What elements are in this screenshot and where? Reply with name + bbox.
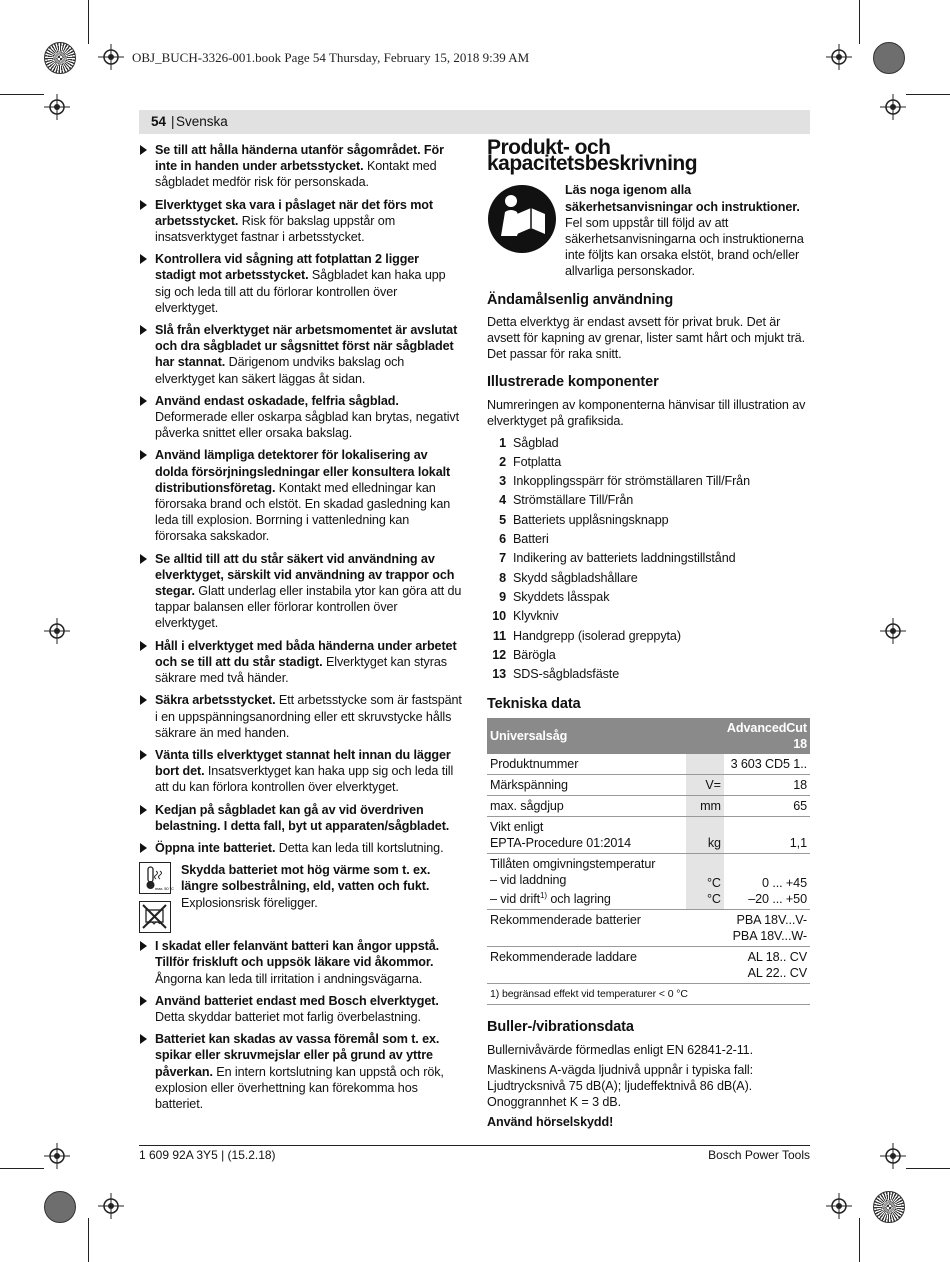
list-item bbox=[487, 665, 810, 684]
footnote-ref: 1) bbox=[540, 891, 547, 901]
value-line: PBA 18V...W- bbox=[732, 929, 807, 944]
component-number: 3 bbox=[499, 474, 506, 489]
safety-bullets-a bbox=[139, 142, 462, 856]
component-label: Klyvkniv bbox=[513, 609, 559, 624]
section-title: Produkt- och kapacitetsbeskrivning bbox=[487, 136, 698, 176]
safety-bullets-b bbox=[139, 938, 462, 1112]
bullet-bold: Använd batteriet endast med Bosch elverktyget. bbox=[155, 993, 439, 1008]
language-label: Svenska bbox=[176, 114, 228, 129]
component-number: 1 bbox=[499, 435, 506, 450]
arrow-bullet-icon bbox=[140, 554, 147, 564]
bullet-text: Kontakt med sågbladet medför risk för personskada. bbox=[155, 159, 437, 190]
safety-bullet bbox=[139, 551, 462, 632]
safety-bullet bbox=[139, 802, 462, 834]
footer-rule bbox=[139, 1145, 810, 1146]
bullet-text: Risk för bakslag uppstår om insatsverktyget fastnar i arbetsstycket. bbox=[155, 213, 396, 245]
list-item bbox=[487, 549, 810, 568]
page-header bbox=[139, 110, 810, 134]
row-label: Rekommenderade laddare bbox=[487, 947, 686, 984]
registration-dot bbox=[44, 1191, 76, 1223]
unit-line: °C bbox=[706, 892, 721, 907]
registration-crosshair bbox=[98, 1193, 124, 1219]
row-label-line bbox=[490, 888, 683, 907]
registration-crosshair bbox=[826, 44, 852, 70]
component-label: SDS-sågbladsfäste bbox=[513, 667, 620, 682]
arrow-bullet-icon bbox=[140, 1034, 147, 1044]
row-unit bbox=[686, 947, 724, 984]
component-label: Indikering av batteriets laddningstillstånd bbox=[513, 551, 736, 566]
component-label: Batteri bbox=[513, 532, 549, 547]
battery-warning-text: Explosionsrisk föreligger. bbox=[181, 895, 318, 910]
bullet-text: Glatt underlag eller instabila ytor kan göra att du tappar balansen eller förlorar kontrollen över elverktyget. bbox=[155, 584, 462, 631]
crop-mark bbox=[906, 94, 950, 95]
arrow-bullet-icon bbox=[140, 254, 147, 264]
battery-warning-bold: Skydda batteriet mot hög värme som t. ex. längre solbestrålning, eld, vatten och fukt. bbox=[181, 863, 431, 894]
safety-bullet bbox=[139, 638, 462, 687]
row-label: Produktnummer bbox=[487, 754, 686, 775]
arrow-bullet-icon bbox=[140, 996, 147, 1006]
table-header-row bbox=[487, 718, 810, 754]
crop-mark bbox=[906, 1168, 950, 1169]
arrow-bullet-icon bbox=[140, 325, 147, 335]
battery-warning bbox=[139, 862, 462, 936]
safety-bullet bbox=[139, 322, 462, 387]
component-label: Sågblad bbox=[513, 435, 559, 450]
table-header-left: Universalsåg bbox=[487, 718, 724, 754]
max-temp-label: max. 50 °C bbox=[155, 886, 174, 892]
bullet-bold: Elverktyget ska vara i påslaget när det förs mot arbetsstycket. bbox=[155, 197, 433, 228]
component-number: 13 bbox=[492, 667, 506, 682]
component-number: 6 bbox=[499, 532, 506, 547]
bullet-bold: Batteriet kan skadas av vassa föremål som t. ex. spikar eller skruvmejslar eller på grund av yttre påverkan. bbox=[155, 1032, 440, 1079]
row-label-line: – vid laddning bbox=[490, 873, 567, 888]
tech-data-heading: Tekniska data bbox=[487, 695, 581, 712]
temp-op-label: – vid drift bbox=[490, 892, 540, 907]
bullet-text: Sågbladet kan haka upp sig och leda till att du förlorar kontrollen över elverktyget. bbox=[155, 268, 446, 315]
registration-crosshair bbox=[880, 1143, 906, 1169]
read-manual-notice bbox=[487, 182, 810, 279]
row-value: 3 603 CD5 1.. bbox=[724, 754, 810, 775]
row-unit bbox=[686, 854, 724, 910]
list-item bbox=[487, 433, 810, 452]
row-label bbox=[487, 854, 686, 910]
arrow-bullet-icon bbox=[140, 145, 147, 155]
safety-bullet bbox=[139, 840, 462, 856]
table-row bbox=[487, 910, 810, 947]
list-item bbox=[487, 626, 810, 645]
component-number: 8 bbox=[499, 570, 506, 585]
noise-text-1: Bullernivåvärde förmedlas enligt EN 62841-2-11. bbox=[487, 1042, 753, 1057]
bullet-bold: Säkra arbetsstycket. bbox=[155, 693, 276, 708]
arrow-bullet-icon bbox=[140, 396, 147, 406]
bullet-bold: I skadat eller felanvänt batteri kan ångor uppstå. Tillför friskluft och uppsök läkare vid åkommor. bbox=[155, 939, 440, 970]
arrow-bullet-icon bbox=[140, 805, 147, 815]
bullet-text: Ett arbetsstycke som är fastspänt i en uppspänningsanordning eller ett skruvstycke hålls säkrare än med handen. bbox=[155, 693, 462, 740]
header-separator: | bbox=[171, 114, 175, 129]
print-info-line: OBJ_BUCH-3326-001.book Page 54 Thursday, February 15, 2018 9:39 AM bbox=[132, 50, 530, 65]
component-number: 7 bbox=[499, 551, 506, 566]
registration-crosshair bbox=[44, 1143, 70, 1169]
component-number: 5 bbox=[499, 512, 506, 527]
safety-bullet bbox=[139, 393, 462, 442]
table-footnote: 1) begränsad effekt vid temperaturer < 0 °C bbox=[487, 984, 810, 1005]
bullet-text: Deformerade eller oskarpa sågblad kan brytas, negativt påverka snittet eller orsaka bakslag. bbox=[155, 410, 460, 441]
bullet-bold: Använd lämpliga detektorer för lokalisering av dolda försörjningsledningar eller konsultera lokalt distributionsföretag. bbox=[155, 448, 451, 495]
component-number: 2 bbox=[499, 454, 506, 469]
registration-dot bbox=[873, 42, 905, 74]
footer-doc-number: 1 609 92A 3Y5 | (15.2.18) bbox=[139, 1148, 276, 1162]
row-label: Märkspänning bbox=[487, 775, 686, 796]
row-label-line: Tillåten omgivningstemperatur bbox=[490, 857, 656, 872]
hearing-protection-note: Använd hörselskydd! bbox=[487, 1115, 614, 1130]
footer-brand: Bosch Power Tools bbox=[708, 1148, 810, 1162]
safety-bullet bbox=[139, 993, 462, 1025]
row-label-line: EPTA-Procedure 01:2014 bbox=[490, 836, 632, 851]
arrow-bullet-icon bbox=[140, 843, 147, 853]
safety-bullet bbox=[139, 938, 462, 987]
row-value bbox=[724, 854, 810, 910]
component-label: Handgrepp (isolerad greppyta) bbox=[513, 628, 681, 643]
row-value bbox=[724, 947, 810, 984]
bullet-bold: Håll i elverktyget med båda händerna under arbetet och se till att du står stadigt. bbox=[155, 638, 457, 669]
bullet-bold: Se alltid till att du står säkert vid användning av elverktyget, särskilt vid användning av trappor och stegar. bbox=[155, 551, 455, 599]
component-number: 12 bbox=[492, 647, 506, 662]
bullet-bold: Kedjan på sågbladet kan gå av vid överdriven belastning. I detta fall, byt ut apparaten/sågbladet. bbox=[155, 802, 450, 833]
safety-bullet bbox=[139, 197, 462, 246]
row-value: 1,1 bbox=[724, 817, 810, 854]
list-item bbox=[487, 491, 810, 510]
read-manual-icon bbox=[487, 184, 557, 254]
crop-mark bbox=[0, 1168, 44, 1169]
bullet-text: Detta kan leda till kortslutning. bbox=[275, 840, 444, 855]
arrow-bullet-icon bbox=[140, 641, 147, 651]
noise-heading: Buller-/vibrationsdata bbox=[487, 1019, 634, 1036]
component-label: Bärögla bbox=[513, 647, 556, 662]
list-item bbox=[487, 472, 810, 491]
safety-bullet bbox=[139, 251, 462, 316]
list-item bbox=[487, 568, 810, 587]
registration-crosshair bbox=[98, 44, 124, 70]
value-line: PBA 18V...V- bbox=[736, 913, 807, 928]
bullet-text: Kontakt med elledningar kan förorsaka brand och elstöt. En skadad gasledning kan leda till explosion. Borrning i vattenledning kan förorsaka sakskador. bbox=[155, 480, 451, 544]
list-item bbox=[487, 452, 810, 471]
left-column bbox=[139, 142, 462, 1118]
value-line: AL 22.. CV bbox=[747, 966, 807, 981]
row-unit bbox=[686, 754, 724, 775]
table-row bbox=[487, 947, 810, 984]
no-water-fire-icon bbox=[139, 901, 171, 933]
bullet-text: Detta skyddar batteriet mot farlig överbelastning. bbox=[155, 1009, 421, 1024]
component-label: Strömställare Till/Från bbox=[513, 493, 634, 508]
bullet-text: Därigenom undviks bakslag och elverktyget kan säkert läggas åt sidan. bbox=[155, 355, 405, 386]
components-intro: Numreringen av komponenterna hänvisar till illustration av elverktyget på grafiksida. bbox=[487, 397, 806, 428]
list-item bbox=[487, 607, 810, 626]
row-unit: V= bbox=[686, 775, 724, 796]
registration-rosette bbox=[873, 1191, 905, 1223]
value-line: 0 ... +45 bbox=[762, 876, 807, 891]
registration-crosshair bbox=[826, 1193, 852, 1219]
crop-mark bbox=[88, 1218, 89, 1262]
row-unit: mm bbox=[686, 796, 724, 817]
right-column bbox=[487, 136, 810, 1135]
bullet-text: Elverktyget kan styras säkrare med två händer. bbox=[155, 654, 447, 686]
arrow-bullet-icon bbox=[140, 200, 147, 210]
table-row bbox=[487, 775, 810, 796]
component-label: Skyddets låsspak bbox=[513, 589, 610, 604]
table-footnote-row bbox=[487, 984, 810, 1005]
bullet-bold: Öppna inte batteriet. bbox=[155, 840, 276, 855]
list-item bbox=[487, 530, 810, 549]
safety-bullet bbox=[139, 447, 462, 544]
crop-mark bbox=[88, 0, 89, 44]
intended-use-text: Detta elverktyg är endast avsett för privat bruk. Det är avsett för kapning av grenar, lister samt hårt och mjukt trä. Det passar för raka snitt. bbox=[487, 314, 805, 362]
bullet-text: En intern kortslutning kan uppstå och rök, explosion eller överhettning kan förekomma hos batteriet. bbox=[155, 1064, 444, 1111]
manual-notice-bold: Läs noga igenom alla säkerhetsanvisningar och instruktioner. bbox=[565, 183, 800, 214]
value-line: AL 18.. CV bbox=[747, 950, 807, 965]
safety-bullet bbox=[139, 692, 462, 741]
row-label: max. sågdjup bbox=[487, 796, 686, 817]
bullet-bold: Kontrollera vid sågning att fotplattan 2 ligger stadigt mot arbetsstycket. bbox=[155, 252, 419, 283]
component-label: Inkopplingsspärr för strömställaren Till/Från bbox=[513, 474, 750, 489]
list-item bbox=[487, 510, 810, 529]
list-item bbox=[487, 645, 810, 664]
safety-bullet bbox=[139, 1031, 462, 1112]
crop-mark bbox=[0, 94, 44, 95]
registration-crosshair bbox=[44, 618, 70, 644]
row-label-line: Vikt enligt bbox=[490, 820, 544, 835]
safety-bullet bbox=[139, 747, 462, 796]
table-row bbox=[487, 796, 810, 817]
unit-line: °C bbox=[706, 876, 721, 891]
list-item bbox=[487, 587, 810, 606]
crop-mark bbox=[859, 0, 860, 44]
component-number: 9 bbox=[499, 589, 506, 604]
registration-crosshair bbox=[880, 94, 906, 120]
row-value: 18 bbox=[724, 775, 810, 796]
safety-bullet bbox=[139, 142, 462, 191]
bullet-bold: Vänta tills elverktyget stannat helt innan du lägger bort det. bbox=[155, 747, 451, 779]
arrow-bullet-icon bbox=[140, 695, 147, 705]
arrow-bullet-icon bbox=[140, 750, 147, 760]
bullet-text: Ångorna kan leda till irritation i andningsvägarna. bbox=[155, 971, 423, 986]
component-number: 10 bbox=[492, 609, 506, 624]
registration-rosette bbox=[44, 42, 76, 74]
bullet-bold: Använd endast oskadade, felfria sågblad. bbox=[155, 393, 399, 408]
bullet-bold: Se till att hålla händerna utanför sågområdet. För inte in handen under arbetsstycket. bbox=[155, 143, 444, 174]
row-value: 65 bbox=[724, 796, 810, 817]
row-unit bbox=[686, 910, 724, 947]
components-heading: Illustrerade komponenter bbox=[487, 374, 659, 391]
registration-crosshair bbox=[880, 618, 906, 644]
noise-text-2: Maskinens A-vägda ljudnivå uppnår i typiska fall: Ljudtrycksnivå 75 dB(A); ljudeffektnivå 86 dB(A). Onoggrannhet K = 3 dB. bbox=[487, 1062, 754, 1110]
bullet-text: Insatsverktyget kan haka upp sig och leda till att du kan förlora kontrollen över elverktyget. bbox=[155, 764, 454, 795]
page-number: 54 bbox=[151, 114, 167, 129]
component-number: 11 bbox=[492, 628, 506, 643]
table-row bbox=[487, 754, 810, 775]
value-line: –20 ... +50 bbox=[748, 892, 807, 907]
manual-notice-text: Fel som uppstår till följd av att säkerhetsanvisningarna och instruktionerna inte följts kan orsaka elstöt, brand och/eller allvarliga personskador. bbox=[565, 215, 804, 279]
component-label: Skydd sågbladshållare bbox=[513, 570, 638, 585]
components-list bbox=[487, 433, 810, 684]
table-row bbox=[487, 854, 810, 910]
table-header-right: AdvancedCut 18 bbox=[724, 718, 810, 754]
arrow-bullet-icon bbox=[140, 941, 147, 951]
tech-data-table bbox=[487, 718, 810, 1005]
component-label: Batteriets upplåsningsknapp bbox=[513, 512, 669, 527]
intended-use-heading: Ändamålsenlig användning bbox=[487, 291, 674, 308]
row-unit: kg bbox=[686, 817, 724, 854]
noise-bold bbox=[487, 1114, 810, 1130]
row-value bbox=[724, 910, 810, 947]
temp-op-label-2: och lagring bbox=[546, 892, 611, 907]
registration-crosshair bbox=[44, 94, 70, 120]
table-row bbox=[487, 817, 810, 854]
crop-mark bbox=[859, 1218, 860, 1262]
component-number: 4 bbox=[499, 493, 506, 508]
arrow-bullet-icon bbox=[140, 450, 147, 460]
row-label: Rekommenderade batterier bbox=[487, 910, 686, 947]
row-label bbox=[487, 817, 686, 854]
thermometer-icon bbox=[139, 862, 174, 894]
component-label: Fotplatta bbox=[513, 454, 562, 469]
bullet-bold: Slå från elverktyget när arbetsmomentet är avslutat och dra sågbladet ur sågsnittet först när sågbladet har stannat. bbox=[155, 323, 458, 370]
